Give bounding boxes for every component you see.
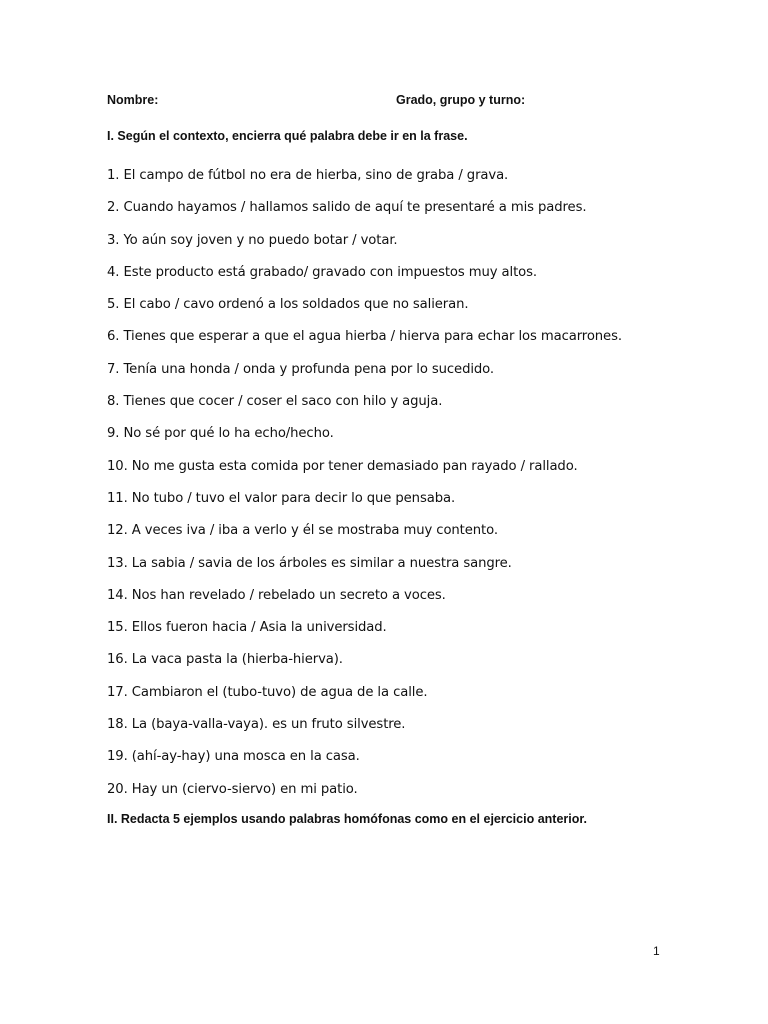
exercise-item-16: 16. La vaca pasta la (hierba-hierva). (107, 652, 343, 668)
exercise-item-12: 12. A veces iva / iba a verlo y él se mostraba muy contento. (107, 523, 498, 539)
exercise-item-3: 3. Yo aún soy joven y no puedo botar / votar. (107, 232, 398, 248)
page-number: 1 (653, 944, 660, 958)
section-2-title: II. Redacta 5 ejemplos usando palabras homófonas como en el ejercicio anterior. (107, 812, 588, 826)
exercise-item-9: 9. No sé por qué lo ha echo/hecho. (107, 426, 334, 442)
exercise-item-15: 15. Ellos fueron hacia / Asia la universidad. (107, 620, 387, 636)
exercise-item-18: 18. La (baya-valla-vaya). es un fruto silvestre. (107, 717, 406, 733)
exercise-item-7: 7. Tenía una honda / onda y profunda pena por lo sucedido. (107, 361, 495, 377)
header-row (107, 93, 707, 113)
exercise-item-2: 2. Cuando hayamos / hallamos salido de aquí te presentaré a mis padres. (107, 200, 587, 216)
exercise-item-8: 8. Tienes que cocer / coser el saco con hilo y aguja. (107, 394, 443, 410)
exercise-item-11: 11. No tubo / tuvo el valor para decir lo que pensaba. (107, 490, 456, 506)
exercise-item-20: 20. Hay un (ciervo-siervo) en mi patio. (107, 781, 358, 797)
grade-group-shift-label: Grado, grupo y turno: (396, 93, 526, 107)
section-1-title: I. Según el contexto, encierra qué palabra debe ir en la frase. (107, 129, 468, 143)
exercise-item-10: 10. No me gusta esta comida por tener demasiado pan rayado / rallado. (107, 458, 578, 474)
exercise-item-19: 19. (ahí-ay-hay) una mosca en la casa. (107, 749, 360, 765)
exercise-item-17: 17. Cambiaron el (tubo-tuvo) de agua de la calle. (107, 684, 428, 700)
exercise-list (107, 167, 727, 813)
name-label: Nombre: (107, 93, 159, 107)
exercise-item-1: 1. El campo de fútbol no era de hierba, sino de graba / grava. (107, 168, 509, 183)
exercise-item-13: 13. La sabia / savia de los árboles es similar a nuestra sangre. (107, 555, 512, 571)
exercise-item-5: 5. El cabo / cavo ordenó a los soldados que no salieran. (107, 297, 469, 313)
exercise-item-6: 6. Tienes que esperar a que el agua hierba / hierva para echar los macarrones. (107, 329, 622, 345)
exercise-item-14: 14. Nos han revelado / rebelado un secreto a voces. (107, 587, 446, 603)
exercise-item-4: 4. Este producto está grabado/ gravado con impuestos muy altos. (107, 264, 537, 280)
